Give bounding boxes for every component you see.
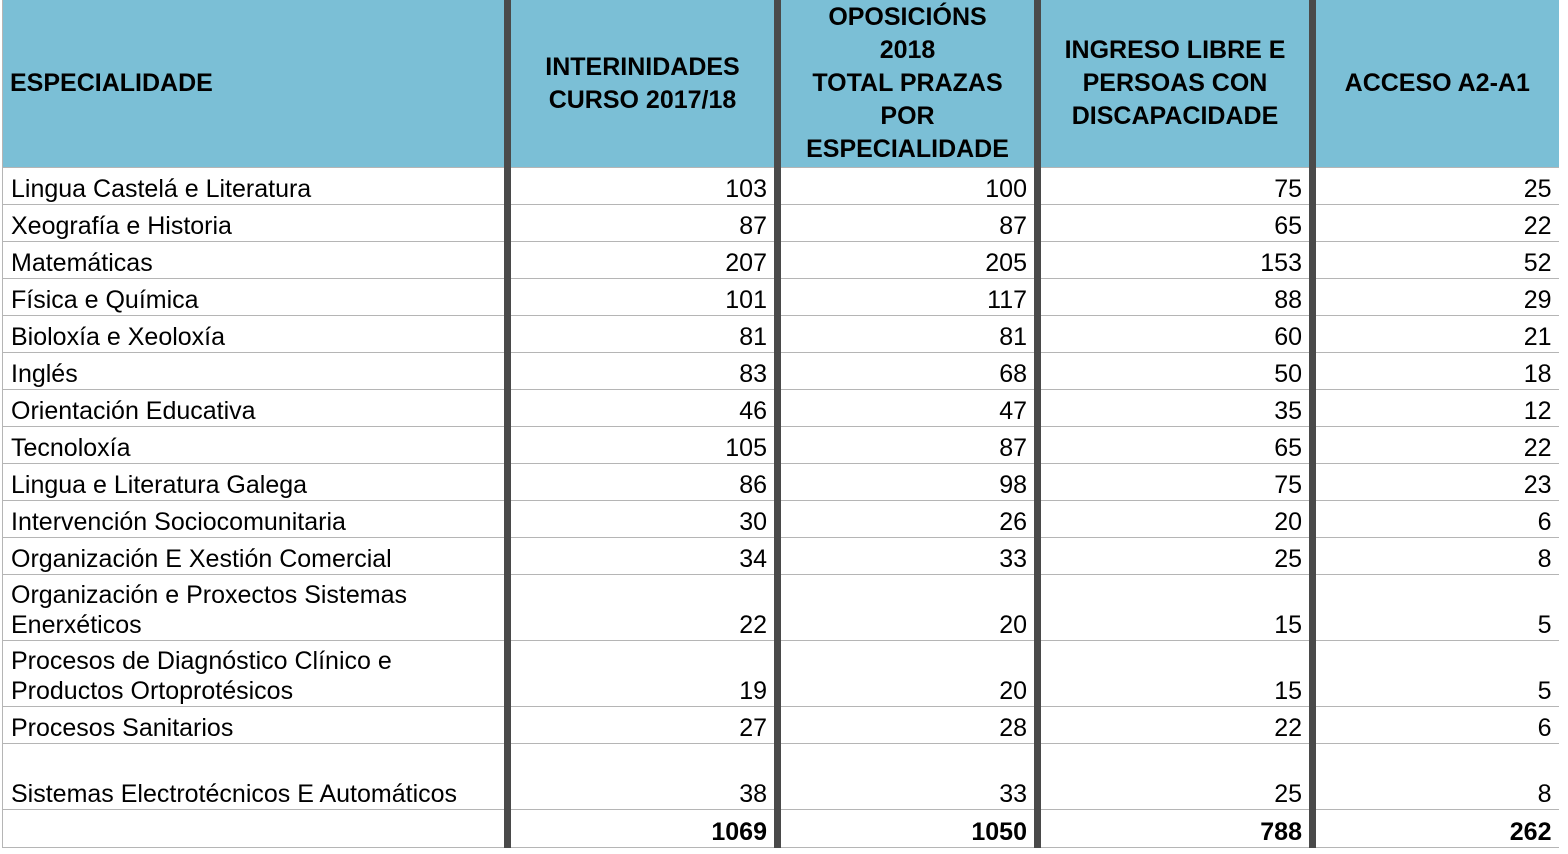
header-total-places[interactable] xyxy=(778,0,1038,168)
cell-interim[interactable]: 87 xyxy=(508,205,778,242)
header-line: CURSO 2017/18 xyxy=(548,85,737,114)
table-row xyxy=(3,316,1559,353)
cell-access-a2a1[interactable]: 52 xyxy=(1313,242,1559,279)
header-row xyxy=(3,0,1559,168)
cell-total-places[interactable]: 33 xyxy=(778,538,1038,575)
header-line: DISCAPACIDADE xyxy=(1071,102,1279,130)
table-row xyxy=(3,279,1559,316)
header-specialty[interactable] xyxy=(3,0,508,168)
table-row xyxy=(3,501,1559,538)
cell-specialty[interactable]: Procesos Sanitarios xyxy=(3,707,508,744)
cell-free-access[interactable]: 153 xyxy=(1038,242,1313,279)
cell-interim[interactable]: 34 xyxy=(508,538,778,575)
cell-free-access[interactable]: 75 xyxy=(1038,168,1313,205)
cell-specialty[interactable]: Intervención Sociocomunitaria xyxy=(3,501,508,538)
cell-interim[interactable]: 101 xyxy=(508,279,778,316)
cell-totals-label[interactable] xyxy=(3,810,508,848)
cell-access-a2a1[interactable]: 8 xyxy=(1313,744,1559,810)
cell-specialty[interactable]: Lingua e Literatura Galega xyxy=(3,464,508,501)
cell-interim[interactable]: 38 xyxy=(508,744,778,810)
cell-specialty[interactable]: Organización e Proxectos Sistemas Enerxéticos xyxy=(3,575,508,641)
cell-free-access[interactable]: 25 xyxy=(1038,538,1313,575)
cell-access-a2a1[interactable]: 8 xyxy=(1313,538,1559,575)
header-specialty-label: ESPECIALIDADE xyxy=(10,69,213,97)
cell-total-places[interactable]: 68 xyxy=(778,353,1038,390)
cell-free-access[interactable]: 15 xyxy=(1038,575,1313,641)
cell-access-a2a1[interactable]: 12 xyxy=(1313,390,1559,427)
cell-total-places[interactable]: 20 xyxy=(778,575,1038,641)
cell-total-places[interactable]: 81 xyxy=(778,316,1038,353)
table-row xyxy=(3,538,1559,575)
table-row xyxy=(3,744,1559,810)
cell-access-a2a1[interactable]: 22 xyxy=(1313,427,1559,464)
cell-total-places[interactable]: 47 xyxy=(778,390,1038,427)
cell-total-places[interactable]: 26 xyxy=(778,501,1038,538)
cell-total-places[interactable]: 100 xyxy=(778,168,1038,205)
cell-total-places[interactable]: 28 xyxy=(778,707,1038,744)
table-row xyxy=(3,707,1559,744)
cell-total-places[interactable]: 117 xyxy=(778,279,1038,316)
header-line: INGRESO LIBRE E xyxy=(1064,36,1286,64)
header-line: PERSOAS CON xyxy=(1082,69,1268,97)
cell-specialty[interactable]: Sistemas Electrotécnicos E Automáticos xyxy=(3,744,508,810)
cell-total-places[interactable]: 87 xyxy=(778,427,1038,464)
cell-total-places[interactable]: 33 xyxy=(778,744,1038,810)
cell-specialty[interactable]: Organización E Xestión Comercial xyxy=(3,538,508,575)
table-row xyxy=(3,205,1559,242)
table-row xyxy=(3,242,1559,279)
cell-total-access-a2a1[interactable]: 262 xyxy=(1313,810,1559,848)
cell-access-a2a1[interactable]: 18 xyxy=(1313,353,1559,390)
cell-total-places[interactable]: 87 xyxy=(778,205,1038,242)
cell-free-access[interactable]: 25 xyxy=(1038,744,1313,810)
cell-interim[interactable]: 207 xyxy=(508,242,778,279)
cell-access-a2a1[interactable]: 29 xyxy=(1313,279,1559,316)
cell-specialty[interactable]: Procesos de Diagnóstico Clínico e Productos Ortoprotésicos xyxy=(3,641,508,707)
table-row xyxy=(3,427,1559,464)
cell-free-access[interactable]: 15 xyxy=(1038,641,1313,707)
table-body xyxy=(3,168,1559,848)
cell-free-access[interactable]: 75 xyxy=(1038,464,1313,501)
cell-specialty[interactable]: Orientación Educativa xyxy=(3,390,508,427)
cell-free-access[interactable]: 50 xyxy=(1038,353,1313,390)
cell-specialty[interactable]: Bioloxía e Xeoloxía xyxy=(3,316,508,353)
cell-specialty[interactable]: Tecnoloxía xyxy=(3,427,508,464)
header-line: TOTAL PRAZAS xyxy=(812,69,1003,97)
cell-access-a2a1[interactable]: 5 xyxy=(1313,641,1559,707)
cell-specialty[interactable]: Lingua Castelá e Literatura xyxy=(3,168,508,205)
cell-total-free-access[interactable]: 788 xyxy=(1038,810,1313,848)
cell-interim[interactable]: 105 xyxy=(508,427,778,464)
cell-interim[interactable]: 46 xyxy=(508,390,778,427)
header-access-a2a1-label: ACCESO A2-A1 xyxy=(1344,69,1530,97)
table-row xyxy=(3,575,1559,641)
header-access-a2a1[interactable] xyxy=(1313,0,1559,168)
cell-interim[interactable]: 81 xyxy=(508,316,778,353)
cell-total-places[interactable]: 205 xyxy=(778,242,1038,279)
header-line: OPOSICIÓNS xyxy=(828,3,987,31)
cell-access-a2a1[interactable]: 25 xyxy=(1313,168,1559,205)
cell-free-access[interactable]: 35 xyxy=(1038,390,1313,427)
cell-interim[interactable]: 86 xyxy=(508,464,778,501)
header-interim[interactable] xyxy=(508,0,778,168)
cell-free-access[interactable]: 22 xyxy=(1038,707,1313,744)
header-line: 2018 xyxy=(879,36,936,64)
cell-interim[interactable]: 19 xyxy=(508,641,778,707)
cell-free-access[interactable]: 65 xyxy=(1038,427,1313,464)
cell-access-a2a1[interactable]: 5 xyxy=(1313,575,1559,641)
cell-interim[interactable]: 83 xyxy=(508,353,778,390)
cell-free-access[interactable]: 88 xyxy=(1038,279,1313,316)
totals-row xyxy=(3,810,1559,848)
cell-interim[interactable]: 103 xyxy=(508,168,778,205)
cell-specialty[interactable]: Inglés xyxy=(3,353,508,390)
cell-free-access[interactable]: 65 xyxy=(1038,205,1313,242)
cell-interim[interactable]: 27 xyxy=(508,707,778,744)
cell-access-a2a1[interactable]: 6 xyxy=(1313,707,1559,744)
header-line: INTERINIDADES xyxy=(545,52,740,81)
cell-interim[interactable]: 22 xyxy=(508,575,778,641)
cell-access-a2a1[interactable]: 22 xyxy=(1313,205,1559,242)
cell-total-places[interactable]: 20 xyxy=(778,641,1038,707)
cell-access-a2a1[interactable]: 23 xyxy=(1313,464,1559,501)
table-row xyxy=(3,168,1559,205)
header-free-access[interactable] xyxy=(1038,0,1313,168)
cell-total-interim[interactable]: 1069 xyxy=(508,810,778,848)
header-line: POR xyxy=(880,102,935,130)
header-line: ESPECIALIDADE xyxy=(806,135,1009,163)
cell-free-access[interactable]: 20 xyxy=(1038,501,1313,538)
table-row xyxy=(3,390,1559,427)
cell-specialty[interactable]: Matemáticas xyxy=(3,242,508,279)
cell-total-places[interactable]: 98 xyxy=(778,464,1038,501)
cell-access-a2a1[interactable]: 6 xyxy=(1313,501,1559,538)
cell-specialty[interactable]: Física e Química xyxy=(3,279,508,316)
cell-interim[interactable]: 30 xyxy=(508,501,778,538)
table-row xyxy=(3,641,1559,707)
specialties-table xyxy=(2,0,1559,848)
cell-specialty[interactable]: Xeografía e Historia xyxy=(3,205,508,242)
cell-free-access[interactable]: 60 xyxy=(1038,316,1313,353)
table-row xyxy=(3,464,1559,501)
cell-access-a2a1[interactable]: 21 xyxy=(1313,316,1559,353)
table-row xyxy=(3,353,1559,390)
cell-total-total-places[interactable]: 1050 xyxy=(778,810,1038,848)
